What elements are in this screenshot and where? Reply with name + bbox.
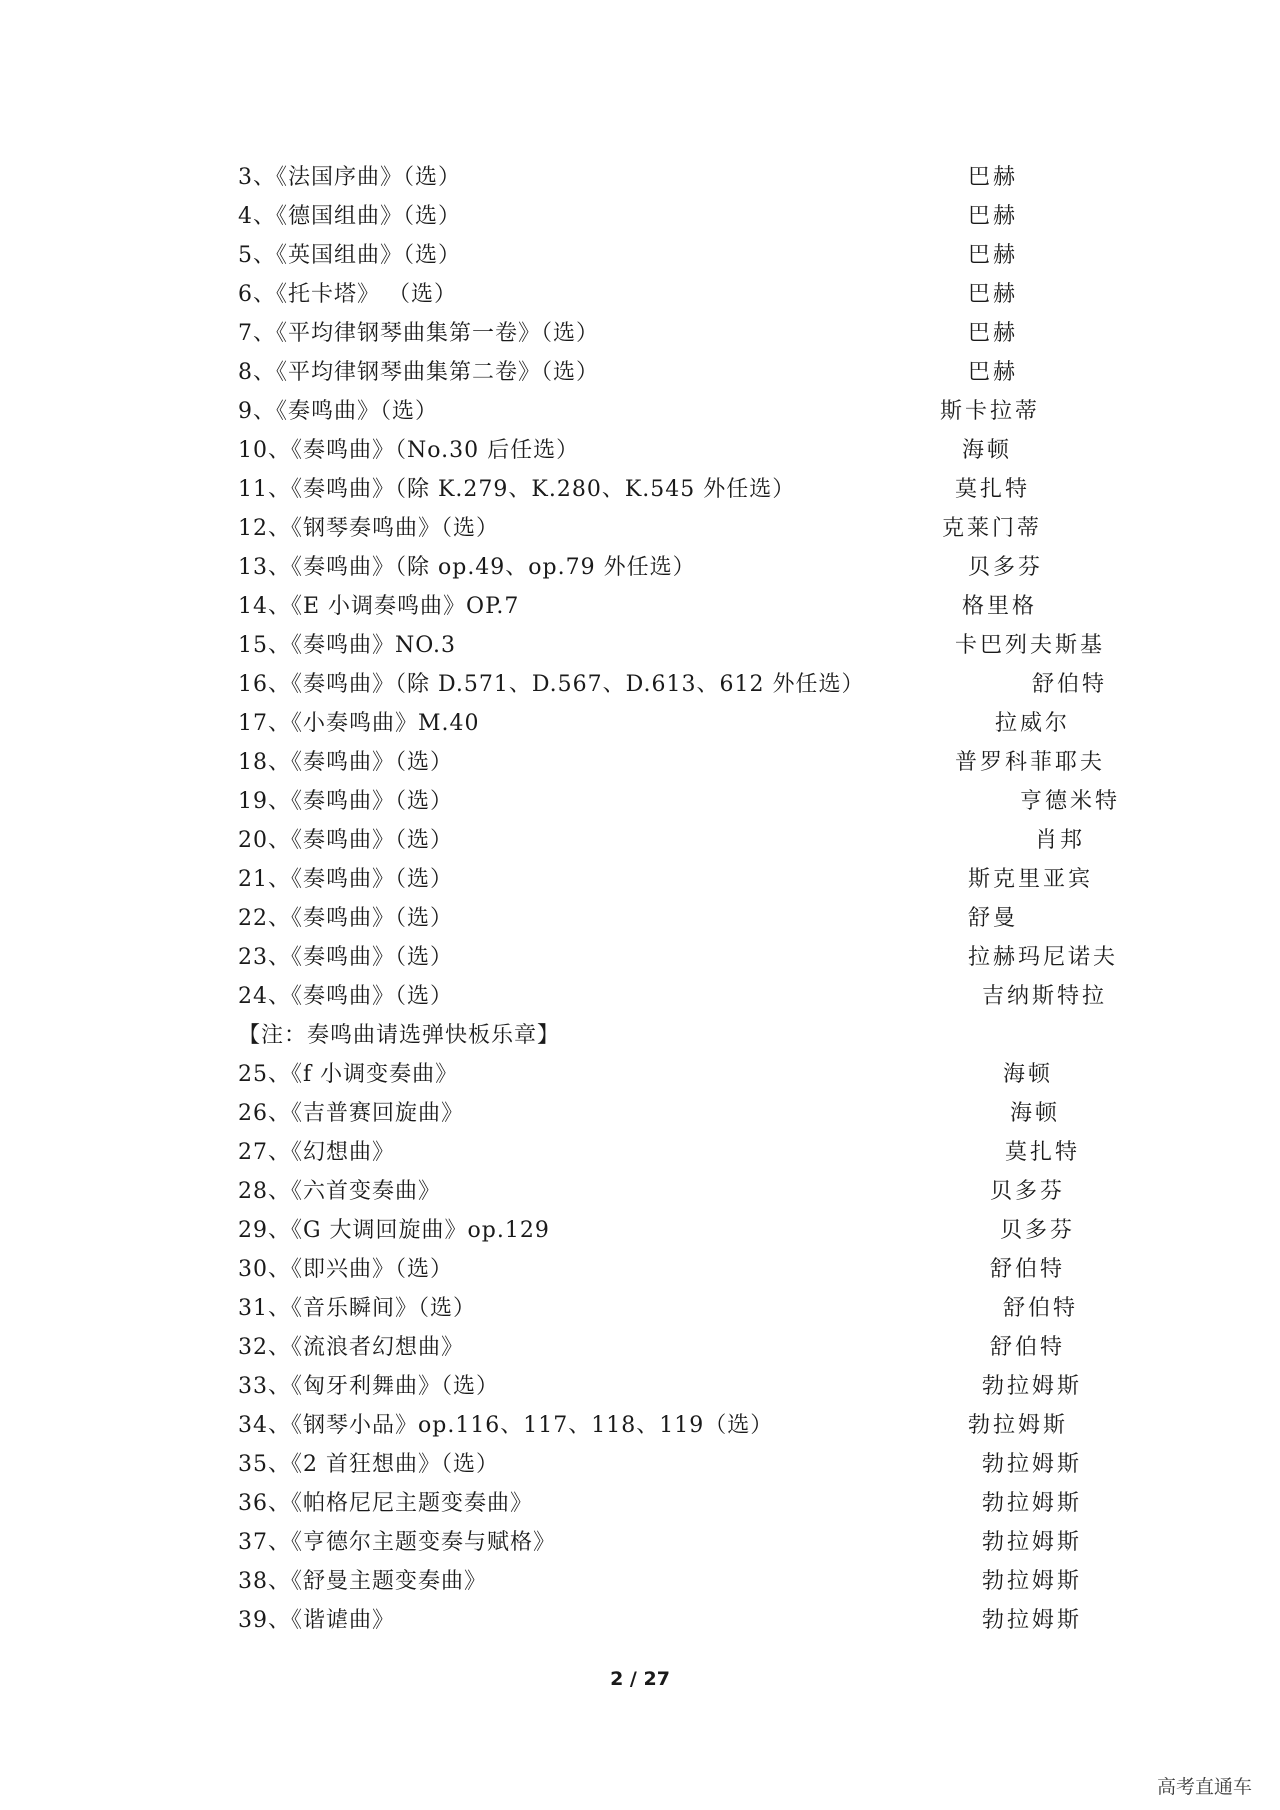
list-item [0, 199, 1280, 235]
composer-name: 巴赫 [968, 204, 1019, 229]
piece-title: 7、《平均律钢琴曲集第一卷》（选） [238, 321, 599, 346]
list-item [0, 1213, 1280, 1249]
composer-name: 舒曼 [968, 906, 1019, 931]
piece-title: 10、《奏鸣曲》（No.30 后任选） [238, 438, 580, 463]
composer-name: 斯卡拉蒂 [940, 399, 1041, 424]
composer-name: 普罗科菲耶夫 [955, 750, 1106, 775]
list-item [0, 1096, 1280, 1132]
list-item [0, 1447, 1280, 1483]
composer-name: 巴赫 [968, 243, 1019, 268]
piece-title: 12、《钢琴奏鸣曲》（选） [238, 516, 499, 541]
piece-title: 18、《奏鸣曲》（选） [238, 750, 453, 775]
piece-title: 27、《幻想曲》 [238, 1140, 395, 1165]
piece-title: 5、《英国组曲》（选） [238, 243, 461, 268]
list-item [0, 1291, 1280, 1327]
composer-name: 巴赫 [968, 360, 1019, 385]
list-item [0, 472, 1280, 508]
piece-title: 8、《平均律钢琴曲集第二卷》（选） [238, 360, 599, 385]
list-item [0, 160, 1280, 196]
piece-title: 20、《奏鸣曲》（选） [238, 828, 453, 853]
list-item [0, 823, 1280, 859]
piece-title: 30、《即兴曲》（选） [238, 1257, 453, 1282]
piece-title: 24、《奏鸣曲》（选） [238, 984, 453, 1009]
piece-title: 6、《托卡塔》 （选） [238, 282, 457, 307]
composer-name: 舒伯特 [1032, 672, 1108, 697]
composer-name: 吉纳斯特拉 [982, 984, 1108, 1009]
composer-name: 勃拉姆斯 [982, 1452, 1083, 1477]
composer-name: 巴赫 [968, 321, 1019, 346]
list-item [0, 355, 1280, 391]
piece-title: 34、《钢琴小品》op.116、117、118、119（选） [238, 1413, 774, 1438]
piece-title: 14、《E 小调奏鸣曲》OP.7 [238, 594, 520, 619]
composer-name: 勃拉姆斯 [982, 1608, 1083, 1633]
composer-name: 勃拉姆斯 [982, 1491, 1083, 1516]
list-item [0, 1057, 1280, 1093]
piece-title: 33、《匈牙利舞曲》（选） [238, 1374, 499, 1399]
list-item [0, 1486, 1280, 1522]
list-item [0, 1564, 1280, 1600]
list-item [0, 1135, 1280, 1171]
composer-name: 舒伯特 [990, 1257, 1066, 1282]
composer-name: 莫扎特 [955, 477, 1031, 502]
list-item [0, 1252, 1280, 1288]
list-item [0, 1330, 1280, 1366]
composer-name: 斯克里亚宾 [968, 867, 1094, 892]
piece-title: 38、《舒曼主题变奏曲》 [238, 1569, 487, 1594]
composer-name: 勃拉姆斯 [982, 1569, 1083, 1594]
composer-name: 贝多芬 [990, 1179, 1066, 1204]
piece-title: 36、《帕格尼尼主题变奏曲》 [238, 1491, 533, 1516]
piece-title: 26、《吉普赛回旋曲》 [238, 1101, 464, 1126]
list-item [0, 862, 1280, 898]
list-item [0, 1369, 1280, 1405]
composer-name: 拉威尔 [995, 711, 1071, 736]
piece-title: 19、《奏鸣曲》（选） [238, 789, 453, 814]
list-item [0, 784, 1280, 820]
composer-name: 勃拉姆斯 [982, 1530, 1083, 1555]
composer-name: 海顿 [1010, 1101, 1061, 1126]
list-item [0, 1603, 1280, 1639]
list-item [0, 589, 1280, 625]
piece-title: 16、《奏鸣曲》（除 D.571、D.567、D.613、612 外任选） [238, 672, 865, 697]
piece-title: 17、《小奏鸣曲》M.40 [238, 711, 480, 736]
composer-name: 贝多芬 [1000, 1218, 1076, 1243]
list-item [0, 1174, 1280, 1210]
piece-title: 39、《谐谑曲》 [238, 1608, 395, 1633]
piece-title: 35、《2 首狂想曲》（选） [238, 1452, 499, 1477]
piece-title: 3、《法国序曲》（选） [238, 165, 461, 190]
piece-title: 15、《奏鸣曲》NO.3 [238, 633, 456, 658]
composer-name: 巴赫 [968, 165, 1019, 190]
list-item [0, 550, 1280, 586]
watermark: 高考直通车 [1156, 1776, 1252, 1798]
composer-name: 拉赫玛尼诺夫 [968, 945, 1119, 970]
piece-title: 9、《奏鸣曲》（选） [238, 399, 438, 424]
composer-name: 卡巴列夫斯基 [955, 633, 1106, 658]
piece-title: 22、《奏鸣曲》（选） [238, 906, 453, 931]
list-item [0, 1525, 1280, 1561]
composer-name: 海顿 [1003, 1062, 1054, 1087]
composer-name: 海顿 [962, 438, 1013, 463]
composer-name: 舒伯特 [1003, 1296, 1079, 1321]
list-item [0, 511, 1280, 547]
composer-name: 巴赫 [968, 282, 1019, 307]
list-item [0, 940, 1280, 976]
list-item [0, 316, 1280, 352]
sonata-note: 【注：奏鸣曲请选弹快板乐章】 [238, 1023, 561, 1048]
piece-title: 21、《奏鸣曲》（选） [238, 867, 453, 892]
composer-name: 克莱门蒂 [942, 516, 1043, 541]
piece-title: 28、《六首变奏曲》 [238, 1179, 441, 1204]
piece-title: 23、《奏鸣曲》（选） [238, 945, 453, 970]
piece-title: 31、《音乐瞬间》（选） [238, 1296, 476, 1321]
page-number: 2 / 27 [610, 1668, 670, 1690]
list-item [0, 277, 1280, 313]
list-item [0, 394, 1280, 430]
piece-title: 37、《亨德尔主题变奏与赋格》 [238, 1530, 556, 1555]
list-item [0, 979, 1280, 1015]
composer-name: 格里格 [962, 594, 1038, 619]
list-item [0, 628, 1280, 664]
piece-title: 25、《f 小调变奏曲》 [238, 1062, 459, 1087]
piece-title: 11、《奏鸣曲》（除 K.279、K.280、K.545 外任选） [238, 477, 796, 502]
composer-name: 亨德米特 [1020, 789, 1121, 814]
list-item [0, 706, 1280, 742]
list-item [0, 667, 1280, 703]
composer-name: 舒伯特 [990, 1335, 1066, 1360]
composer-name: 莫扎特 [1005, 1140, 1081, 1165]
piece-title: 4、《德国组曲》（选） [238, 204, 461, 229]
piece-title: 29、《G 大调回旋曲》op.129 [238, 1218, 550, 1243]
composer-name: 勃拉姆斯 [968, 1413, 1069, 1438]
list-item [0, 1408, 1280, 1444]
list-item [0, 433, 1280, 469]
list-item [0, 745, 1280, 781]
piece-title: 13、《奏鸣曲》（除 op.49、op.79 外任选） [238, 555, 696, 580]
list-item [0, 901, 1280, 937]
composer-name: 勃拉姆斯 [982, 1374, 1083, 1399]
composer-name: 贝多芬 [968, 555, 1044, 580]
piece-title: 32、《流浪者幻想曲》 [238, 1335, 464, 1360]
list-item [0, 238, 1280, 274]
composer-name: 肖邦 [1035, 828, 1086, 853]
